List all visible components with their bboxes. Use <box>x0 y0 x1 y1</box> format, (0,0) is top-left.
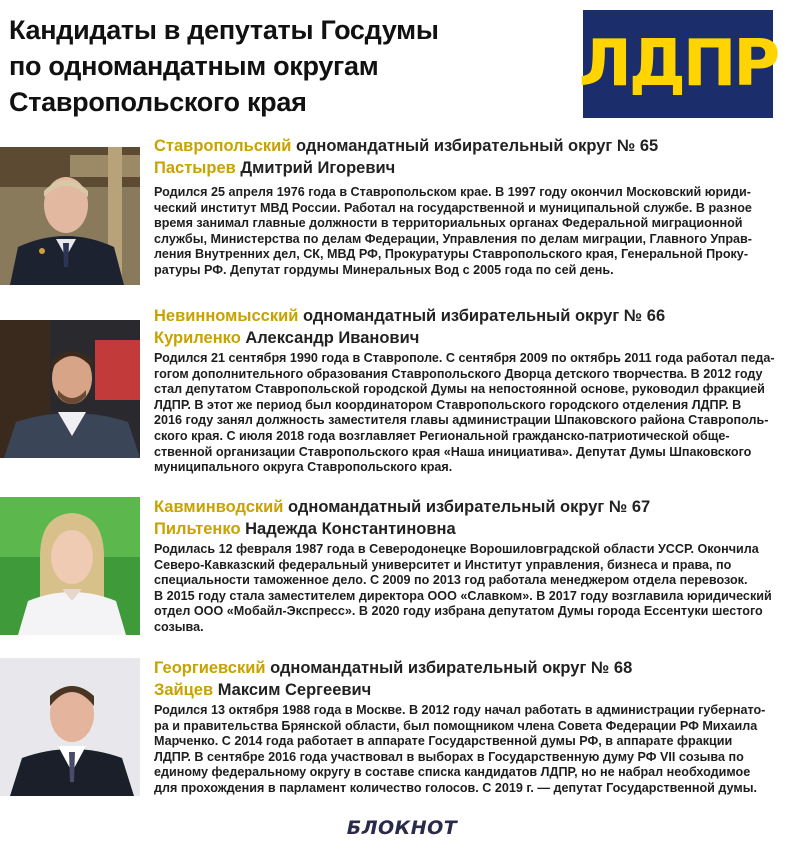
bio-line: единому федеральному округу в составе списка кандидатов ЛДПР, но не набрал необходимое <box>154 765 751 780</box>
candidate-info <box>154 497 794 636</box>
bio-line: ЛДПР. В сентябре 2016 года участвовал в выборах в Государственную думу РФ VII созыва по <box>154 749 744 764</box>
district-name: Невинномысский <box>154 307 299 325</box>
ldpr-logo-text: ЛДПР <box>578 27 778 101</box>
candidate-name <box>154 519 794 540</box>
title-line: Ставропольского края <box>9 87 307 117</box>
candidate-photo <box>0 147 140 285</box>
candidate-name <box>154 158 794 179</box>
bio-line: Марченко. С 2014 года работает в аппарате Государственной думы РФ, в аппарате фракции <box>154 734 733 749</box>
district-name: Ставропольский <box>154 137 292 155</box>
candidate-bio <box>154 351 794 476</box>
candidate-given-names: Надежда Константиновна <box>240 520 456 538</box>
candidate-photo <box>0 320 140 458</box>
bio-line: муниципального округа Ставропольского края. <box>154 460 453 475</box>
district-name: Кавминводский <box>154 498 284 516</box>
page-title <box>9 12 569 120</box>
candidate-given-names: Александр Иванович <box>240 329 420 347</box>
bio-line: Родился 25 апреля 1976 года в Ставропольском крае. В 1997 году окончил Московский юриди- <box>154 185 751 199</box>
candidate-info <box>154 136 794 279</box>
bio-line: Родилась 12 февраля 1987 года в Северодонецке Ворошиловградской области УССР. Окончила <box>154 542 759 556</box>
bio-line: гогом дополнительного образования Ставропольского Дворца детского творчества. В 2012 году <box>154 366 763 381</box>
bio-line: Родился 21 сентября 1990 года в Ставрополе. С сентября 2009 по октябрь 2011 года работал педа- <box>154 351 775 365</box>
bio-line: для прохождения в парламент количество голосов. С 2019 г. — депутат Государственной думы. <box>154 780 757 795</box>
candidate-bio <box>154 703 794 797</box>
bio-line: ЛДПР. В этот же период был координатором Ставропольского городского отделения ЛДПР. В <box>154 397 742 412</box>
bio-line: 2016 году занял должность заместителя главы администрации Шпаковского района Ставрополь- <box>154 413 769 428</box>
district-line <box>154 136 794 157</box>
bio-line: стал депутатом Ставропольской городской Думы на непостоянной основе, руководил фракцией <box>154 382 765 397</box>
candidate-surname: Пильтенко <box>154 520 241 538</box>
district-line <box>154 658 794 679</box>
candidate-photo <box>0 658 140 796</box>
bio-line: ственной организации Ставропольского края «Наша инициатива». Депутат Думы Шпаковского <box>154 444 752 459</box>
candidate-info <box>154 306 794 476</box>
candidate-name <box>154 328 794 349</box>
district-label: одномандатный избирательный округ № 65 <box>291 137 659 155</box>
bio-line: время занимал главные должности в территориальных органах Федеральной миграционной <box>154 216 743 231</box>
district-label: одномандатный избирательный округ № 68 <box>265 659 633 677</box>
candidate-bio <box>154 185 794 279</box>
bio-line: отдел ООО «Мобайл-Экспресс». В 2020 году избрана депутатом Думы города Ессентуки шестого <box>154 604 763 619</box>
bio-line: ского края. С июля 2018 года возглавляет Региональной гражданско-патриотической обще- <box>154 428 730 443</box>
district-label: одномандатный избирательный округ № 67 <box>283 498 651 516</box>
bloknot-logo-text: БЛОКНОТ <box>346 817 458 839</box>
bio-line: созыва. <box>154 619 204 634</box>
district-line <box>154 497 794 518</box>
district-line <box>154 306 794 327</box>
bio-line: В 2015 году стала заместителем директора ООО «Славком». В 2017 году возглавила юридический <box>154 588 772 603</box>
candidate-bio <box>154 542 794 636</box>
ldpr-logo <box>578 10 778 118</box>
bio-line: службы, Министерства по делам Федерации, Управления по делам миграции, Главного Управ- <box>154 231 752 246</box>
candidate-given-names: Дмитрий Игоревич <box>235 159 396 177</box>
title-line: Кандидаты в депутаты Госдумы <box>9 15 439 45</box>
bio-line: ра и правительства Брянской области, был помощником члена Совета Федерации РФ Михаила <box>154 718 758 733</box>
candidate-photo <box>0 497 140 635</box>
candidate-surname: Зайцев <box>154 681 214 699</box>
bio-line: ления Внутренних дел, СК, МВД РФ, Прокуратуры Ставропольского края, Генеральной Проку- <box>154 247 749 262</box>
district-name: Георгиевский <box>154 659 266 677</box>
bio-line: Родился 13 октября 1988 года в Москве. В 2012 году начал работать в администрации губернато- <box>154 703 766 717</box>
candidate-surname: Пастырев <box>154 159 236 177</box>
bio-line: специальности таможенное дело. С 2009 по 2013 год работала менеджером отдела перевозок. <box>154 573 748 588</box>
candidate-info <box>154 658 794 797</box>
candidate-surname: Куриленко <box>154 329 241 347</box>
bio-line: ческий институт МВД России. Работал на государственной и муниципальной службе. В разное <box>154 200 752 215</box>
district-label: одномандатный избирательный округ № 66 <box>298 307 666 325</box>
bloknot-logo <box>337 815 467 841</box>
bio-line: Северо-Кавказский федеральный университет и Институт управления, бизнеса и права, по <box>154 557 732 572</box>
title-line: по одномандатным округам <box>9 51 379 81</box>
bio-line: ратуры РФ. Депутат гордумы Минеральных Вод с 2005 года по сей день. <box>154 262 614 277</box>
candidate-given-names: Максим Сергеевич <box>213 681 372 699</box>
candidate-name <box>154 680 794 701</box>
